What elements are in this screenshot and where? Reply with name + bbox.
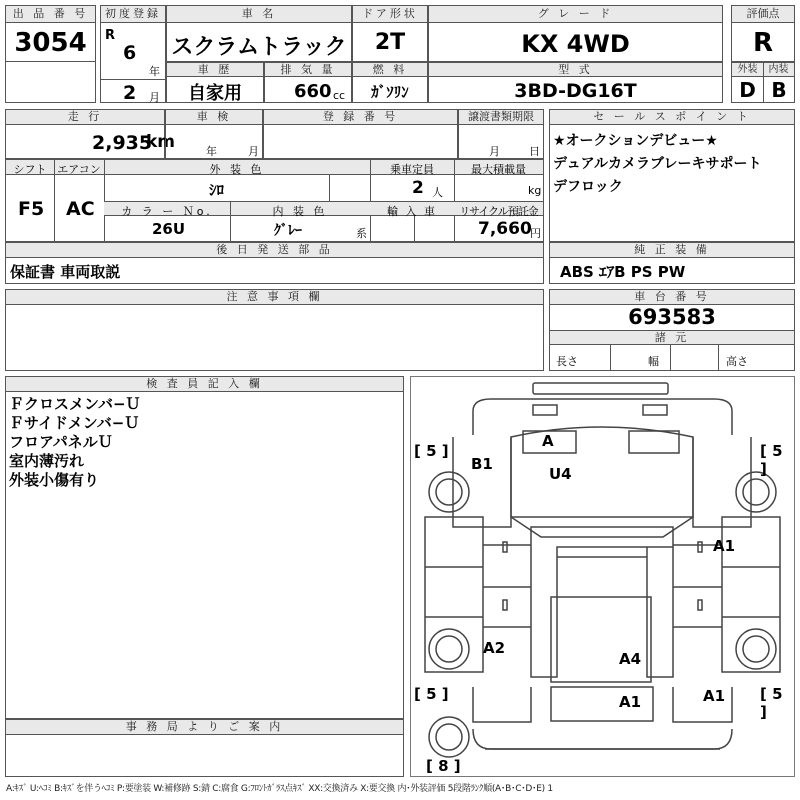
grade-value: KX 4WD <box>521 30 630 58</box>
exterior-label: 外装 <box>732 63 763 77</box>
damage-mark-right-front-door: A1 <box>713 537 736 555</box>
fuel-value: ｶﾞｿﾘﾝ <box>371 83 409 101</box>
color-no-label: カ ラ ー Ｎo. <box>121 205 213 218</box>
interior-color-value: ｸﾞﾚｰ <box>274 223 302 239</box>
interior-color-suffix: 系 <box>356 227 367 240</box>
transfer-day-unit: 日 <box>529 145 540 158</box>
dims-label: 諸 元 <box>550 330 794 345</box>
car-name-box <box>166 5 352 62</box>
damage-mark-rear-center: A1 <box>619 693 642 711</box>
truck-outline <box>411 377 794 776</box>
inspector-box <box>5 376 404 719</box>
vehicle-diagram <box>410 376 795 777</box>
import-label: 輸 入 車 <box>387 205 437 218</box>
damage-mark-front-glass: A <box>542 432 554 450</box>
tire-tread-spare: [ 8 ] <box>426 757 461 775</box>
color-value: ｼﾛ <box>208 181 224 199</box>
capacity-label: 乗車定員 <box>390 163 434 176</box>
capacity-unit: 人 <box>432 186 443 199</box>
sales-point: デフロック <box>553 179 623 195</box>
transfer-box <box>458 109 544 159</box>
displacement-label: 排 気 量 <box>265 63 351 77</box>
inspection-box <box>165 109 263 159</box>
lot-number: 3054 <box>14 28 87 58</box>
fuel-label: 燃 料 <box>353 63 427 77</box>
damage-mark-right-rear: A1 <box>703 687 726 705</box>
first-reg-label: 初度登録 <box>101 6 165 23</box>
interior-label: 内装 <box>763 63 794 77</box>
load-label: 最大積載量 <box>471 163 526 176</box>
tire-tread-front-right: [ 5 ] <box>760 442 783 478</box>
sales-points-list <box>553 130 761 199</box>
recycle-unit: 円 <box>530 227 541 240</box>
year-unit: 年 <box>149 65 160 78</box>
model-box <box>428 62 723 103</box>
mileage-unit: km <box>146 132 176 152</box>
color-no-value: 26U <box>152 220 186 238</box>
inspector-notes <box>9 395 141 490</box>
inspector-line: 室内薄汚れ <box>9 452 85 470</box>
notes-box <box>5 289 544 371</box>
recycle-label: リサイクル預託金 <box>459 205 538 218</box>
history-box <box>166 62 264 103</box>
transfer-label: 譲渡書類期限 <box>459 110 543 125</box>
ac-label: エアコン <box>57 163 101 176</box>
equipment-box <box>549 242 795 284</box>
ac-value: AC <box>66 198 95 220</box>
sales-point: デュアルカメラブレーキサポート <box>553 156 762 172</box>
later-parts-label: 後 日 発 送 部 品 <box>6 243 543 258</box>
transfer-month-unit: 月 <box>489 145 500 158</box>
era-letter: R <box>105 28 116 43</box>
damage-mark-bed-floor: A4 <box>619 650 642 668</box>
history-label: 車 歴 <box>167 63 263 77</box>
score-value: R <box>752 28 774 58</box>
damage-mark-left-rear: A2 <box>483 639 506 657</box>
mileage-value: 2,935 <box>92 132 153 154</box>
equipment-value: ABS ｴｱB PS PW <box>560 263 686 281</box>
interior-grade: B <box>771 78 787 102</box>
damage-mark-front-left: B1 <box>471 455 493 473</box>
tire-tread-rear-left: [ 5 ] <box>414 685 449 703</box>
mileage-label: 走 行 <box>6 110 164 125</box>
door-label: ドア形状 <box>353 6 427 23</box>
office-box <box>5 719 404 777</box>
reg-number-label: 登 録 番 号 <box>264 110 457 125</box>
length-label: 長さ <box>556 355 578 368</box>
door-value: 2T <box>374 30 406 55</box>
reg-year: 6 <box>123 42 137 64</box>
reg-number-box <box>263 109 458 159</box>
history-value: 自家用 <box>188 83 242 104</box>
spec-block <box>5 159 544 242</box>
model-value: 3BD-DG16T <box>514 80 637 102</box>
height-label: 高さ <box>726 355 748 368</box>
damage-legend: A:ｷｽﾞ U:ﾍｺﾐ B:ｷｽﾞを伴うﾍｺﾐ P:要塗装 W:補修跡 S:錆 C:腐食 G:ﾌﾛﾝﾄｶﾞﾗｽ点ｷｽﾞ XX:交換済み X:要交換 内･外装評価 5段階ﾗﾝｸ順(A･B･C･D･E) 1 <box>6 784 553 794</box>
score-label: 評価点 <box>732 6 794 23</box>
inspector-line: Ｆクロスメンバ−Ｕ <box>9 395 141 413</box>
lot-label: 出 品 番 号 <box>6 6 95 23</box>
sales-point: ★オークションデビュー★ <box>553 133 718 149</box>
chassis-label: 車 台 番 号 <box>550 290 794 305</box>
displacement-value: 660 <box>294 81 332 102</box>
equipment-label: 純 正 装 備 <box>550 243 794 258</box>
reg-month: 2 <box>123 82 137 104</box>
exterior-grade: D <box>739 78 756 102</box>
grade-label: グ レ ー ド <box>429 6 722 23</box>
inspection-label: 車 検 <box>166 110 262 125</box>
month-unit: 月 <box>149 91 160 104</box>
tire-tread-front-left: [ 5 ] <box>414 442 449 460</box>
displacement-unit: cc <box>333 89 346 102</box>
width-label: 幅 <box>648 355 659 368</box>
damage-mark-hood: U4 <box>549 465 572 483</box>
inspection-year-unit: 年 <box>206 145 217 158</box>
fuel-box <box>352 62 428 103</box>
office-label: 事 務 局 よ り ご 案 内 <box>6 720 403 735</box>
model-label: 型 式 <box>429 63 722 77</box>
chassis-number: 693583 <box>628 305 716 329</box>
later-parts-box <box>5 242 544 284</box>
sales-points-box <box>549 109 795 242</box>
grade-box <box>428 5 723 62</box>
ext-int-box <box>731 62 795 103</box>
inspector-label: 検 査 員 記 入 欄 <box>6 377 403 392</box>
shift-label: シフト <box>13 163 47 176</box>
interior-color-label: 内 装 色 <box>272 205 328 218</box>
first-registration-box <box>100 5 166 103</box>
inspector-line: Ｆサイドメンバ−Ｕ <box>9 414 140 432</box>
later-parts-value: 保証書 車両取説 <box>10 263 121 281</box>
load-unit: kg <box>528 184 542 197</box>
car-name-label: 車 名 <box>167 6 351 23</box>
door-box <box>352 5 428 62</box>
capacity-value: 2 <box>412 178 424 198</box>
notes-label: 注 意 事 項 欄 <box>6 290 543 305</box>
score-box <box>731 5 795 62</box>
inspection-month-unit: 月 <box>248 145 259 158</box>
sales-points-label: セ ー ル ス ポ イ ン ト <box>550 110 794 125</box>
inspector-line: フロアパネルＵ <box>9 433 113 451</box>
mileage-box <box>5 109 176 159</box>
shift-value: F5 <box>18 198 45 220</box>
lot-box <box>5 5 96 103</box>
tire-tread-rear-right: [ 5 ] <box>760 685 783 721</box>
car-name: スクラムトラック <box>171 35 347 60</box>
color-label: 外 装 色 <box>209 163 265 176</box>
inspector-line: 外装小傷有り <box>9 471 100 489</box>
displacement-box <box>264 62 352 103</box>
chassis-box <box>549 289 795 371</box>
recycle-value: 7,660 <box>478 219 532 239</box>
